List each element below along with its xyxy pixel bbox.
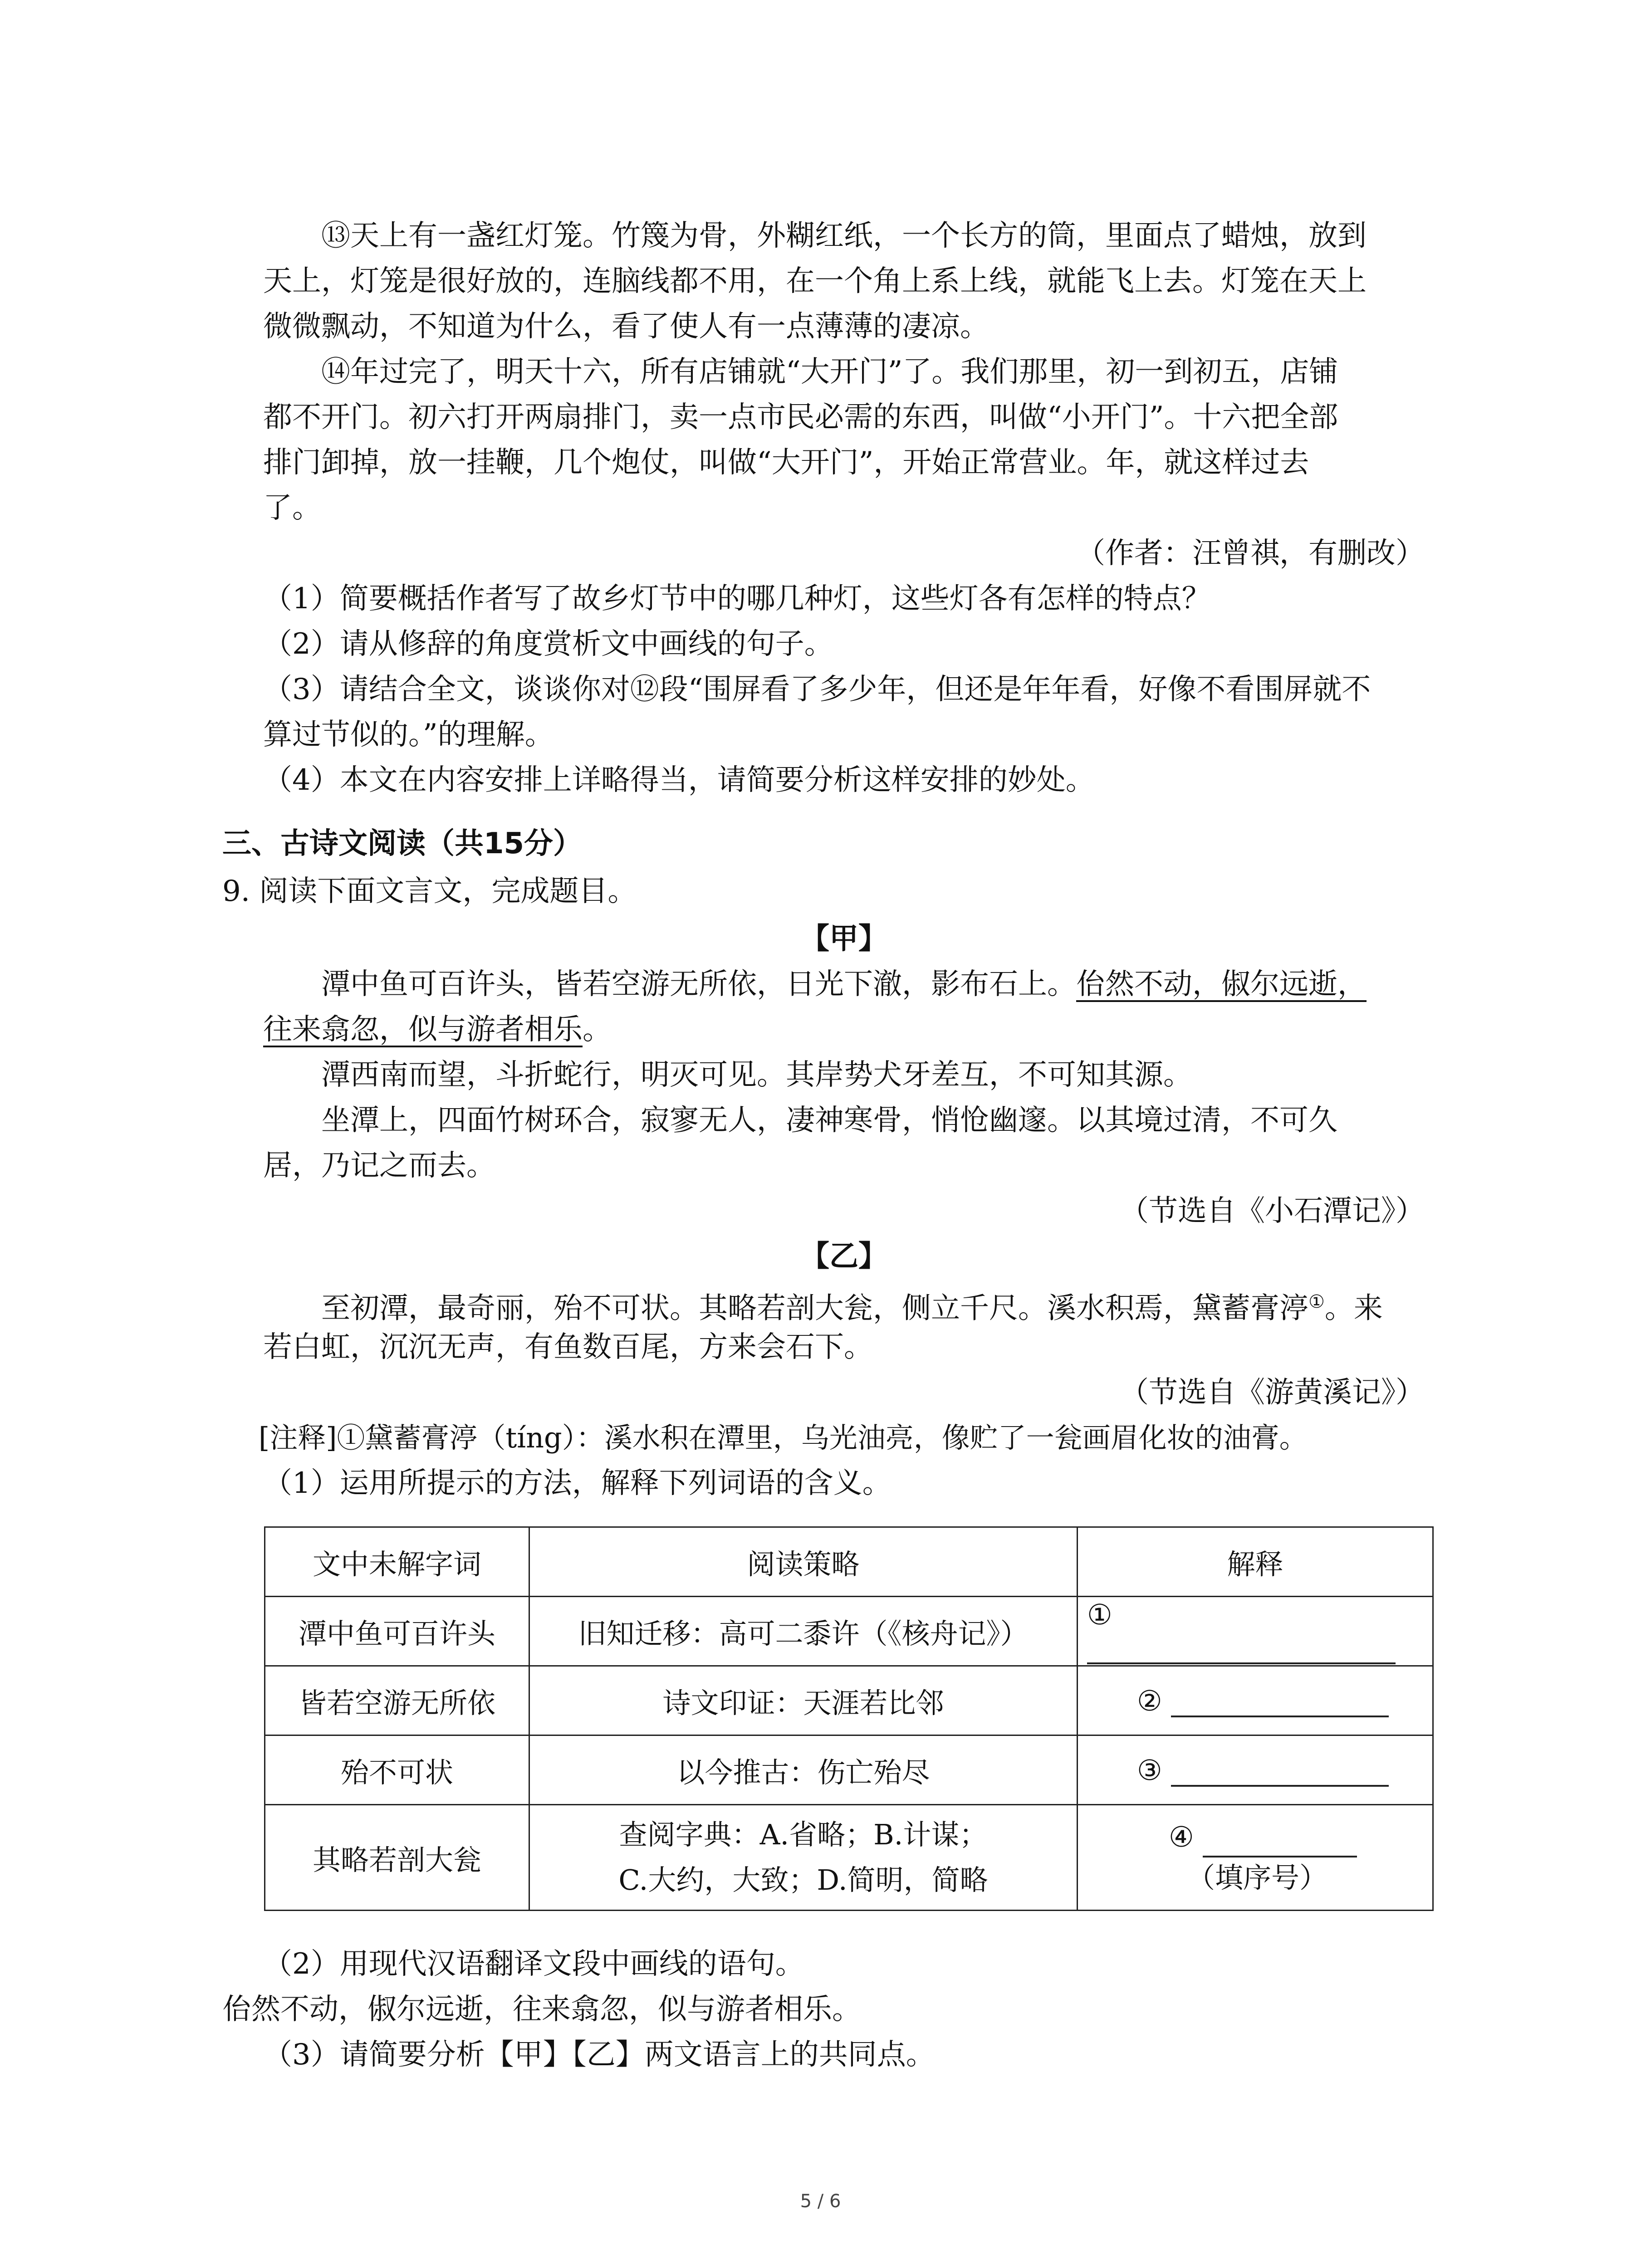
footnote: [注释]①黛蓄膏渟（tíng）：溪水积在潭里，乌光油亮，像贮了一瓮画眉化妆的油膏。 bbox=[259, 1421, 1308, 1454]
table-cell-strategy: 诗文印证：天涯若比邻 bbox=[529, 1666, 1078, 1735]
q9-sub1: （1）运用所提示的方法，解释下列词语的含义。 bbox=[263, 1466, 892, 1500]
jia-underlined-1: 佁然不动，俶尔远逝， bbox=[1076, 968, 1367, 1001]
table-header-cell: 解释 bbox=[1078, 1527, 1433, 1597]
p13-line-2: 天上，灯笼是很好放的，连脑线都不用，在一个角上系上线，就能飞上去。灯笼在天上 bbox=[263, 264, 1367, 298]
table-row bbox=[265, 1666, 1433, 1735]
answer-marker: ② bbox=[1137, 1684, 1162, 1717]
answer-blank[interactable] bbox=[1171, 1687, 1389, 1717]
table-cell-word: 皆若空游无所依 bbox=[265, 1666, 529, 1735]
p14-line-3: 排门卸掉，放一挂鞭，几个炮仗，叫做“大开门”，开始正常营业。年，就这样过去 bbox=[263, 446, 1309, 479]
answer-blank[interactable] bbox=[1203, 1828, 1357, 1857]
table-row bbox=[265, 1597, 1433, 1666]
answer-marker: ③ bbox=[1137, 1753, 1162, 1787]
yi-text-b: 。来 bbox=[1324, 1291, 1383, 1325]
jia-underlined-2: 往来翕忽，似与游者相乐 bbox=[263, 1013, 583, 1046]
q8-sub3-line-1: （3）请结合全文，谈谈你对⑫段“围屏看了多少年，但还是年年看，好像不看围屏就不 bbox=[263, 673, 1371, 706]
answer-note: （填序号） bbox=[1187, 1861, 1328, 1894]
yi-line-2: 若白虹，沉沉无声，有鱼数百尾，方来会石下。 bbox=[263, 1330, 873, 1364]
q8-sub3-line-2: 算过节似的。”的理解。 bbox=[263, 718, 554, 752]
q9-intro: 9. 阅读下面文言文，完成题目。 bbox=[222, 875, 637, 908]
table-header-cell: 阅读策略 bbox=[529, 1527, 1078, 1597]
table-cell-answer bbox=[1078, 1666, 1433, 1735]
q9-sub2-sentence: 佁然不动，俶尔远逝，往来翕忽，似与游者相乐。 bbox=[222, 1993, 861, 2026]
jia-p3-line-2: 居，乃记之而去。 bbox=[263, 1149, 495, 1183]
p14-line-2: 都不开门。初六打开两扇排门，卖一点市民必需的东西，叫做“小开门”。十六把全部 bbox=[263, 401, 1338, 434]
jia-source: （节选自《小石潭记》） bbox=[1120, 1194, 1425, 1228]
jia-p1-line-1 bbox=[321, 962, 1425, 1007]
q8-sub2: （2）请从修辞的角度赏析文中画线的句子。 bbox=[263, 627, 833, 661]
jia-title: 【甲】 bbox=[800, 922, 887, 956]
passage-source: （作者：汪曾祺，有删改） bbox=[1076, 537, 1425, 570]
yi-source: （节选自《游黄溪记》） bbox=[1120, 1376, 1425, 1409]
q9-sub3: （3）请简要分析【甲】【乙】两文语言上的共同点。 bbox=[263, 2038, 935, 2072]
table-header-cell: 文中未解字词 bbox=[265, 1527, 529, 1597]
jia-p1-end: 。 bbox=[583, 1013, 612, 1046]
vocab-table bbox=[264, 1526, 1434, 1911]
table-row bbox=[265, 1805, 1433, 1911]
table-row bbox=[265, 1735, 1433, 1805]
table-cell-answer bbox=[1078, 1735, 1433, 1805]
p13-line-3: 微微飘动，不知道为什么，看了使人有一点薄薄的凄凉。 bbox=[263, 310, 989, 343]
answer-marker: ① bbox=[1087, 1598, 1112, 1631]
yi-text-a: 至初潭，最奇丽，殆不可状。其略若剖大瓮，侧立千尺。溪水积焉，黛蓄膏渟 bbox=[321, 1291, 1308, 1325]
table-cell-strategy bbox=[529, 1805, 1078, 1911]
strategy-line-1: 查阅字典：A.省略；B.计谋； bbox=[619, 1818, 988, 1851]
answer-blank[interactable] bbox=[1087, 1634, 1396, 1664]
yi-line-1 bbox=[321, 1279, 1425, 1331]
answer-blank[interactable] bbox=[1171, 1757, 1389, 1787]
strategy-line-2: C.大约，大致；D.简明，简略 bbox=[618, 1863, 988, 1897]
yi-title: 【乙】 bbox=[800, 1239, 887, 1273]
p14-line-1: ⑭年过完了，明天十六，所有店铺就“大开门”了。我们那里，初一到初五，店铺 bbox=[321, 355, 1338, 389]
jia-p1-line-2 bbox=[263, 1007, 1425, 1052]
table-cell-answer bbox=[1078, 1597, 1433, 1666]
section-heading: 三、古诗文阅读（共15分） bbox=[222, 827, 583, 860]
jia-p3-line-1: 坐潭上，四面竹树环合，寂寥无人，凄神寒骨，悄怆幽邃。以其境过清，不可久 bbox=[321, 1104, 1337, 1137]
q8-sub4: （4）本文在内容安排上详略得当，请简要分析这样安排的妙处。 bbox=[263, 763, 1095, 797]
table-cell-strategy: 旧知迁移：高可二黍许（《核舟记》） bbox=[529, 1597, 1078, 1666]
jia-p1-text: 潭中鱼可百许头，皆若空游无所依，日光下澈，影布石上。 bbox=[321, 968, 1076, 1001]
jia-p2: 潭西南而望，斗折蛇行，明灭可见。其岸势犬牙差互，不可知其源。 bbox=[321, 1058, 1192, 1092]
table-cell-word: 其略若剖大瓮 bbox=[265, 1805, 529, 1911]
table-cell-strategy: 以今推古：伤亡殆尽 bbox=[529, 1735, 1078, 1805]
q8-sub1: （1）简要概括作者写了故乡灯节中的哪几种灯，这些灯各有怎样的特点？ bbox=[263, 582, 1211, 616]
page-number: 5 / 6 bbox=[800, 2191, 841, 2212]
table-header-row bbox=[265, 1527, 1433, 1597]
footnote-marker: ① bbox=[1308, 1291, 1325, 1312]
table-cell-word: 殆不可状 bbox=[265, 1735, 529, 1805]
q9-sub2: （2）用现代汉语翻译文段中画线的语句。 bbox=[263, 1947, 804, 1981]
answer-marker: ④ bbox=[1169, 1820, 1194, 1853]
p14-line-4: 了。 bbox=[263, 491, 321, 525]
table-cell-word: 潭中鱼可百许头 bbox=[265, 1597, 529, 1666]
p13-line-1: ⑬天上有一盏红灯笼。竹篾为骨，外糊红纸，一个长方的筒，里面点了蜡烛，放到 bbox=[321, 219, 1367, 253]
table-cell-answer bbox=[1078, 1805, 1433, 1911]
